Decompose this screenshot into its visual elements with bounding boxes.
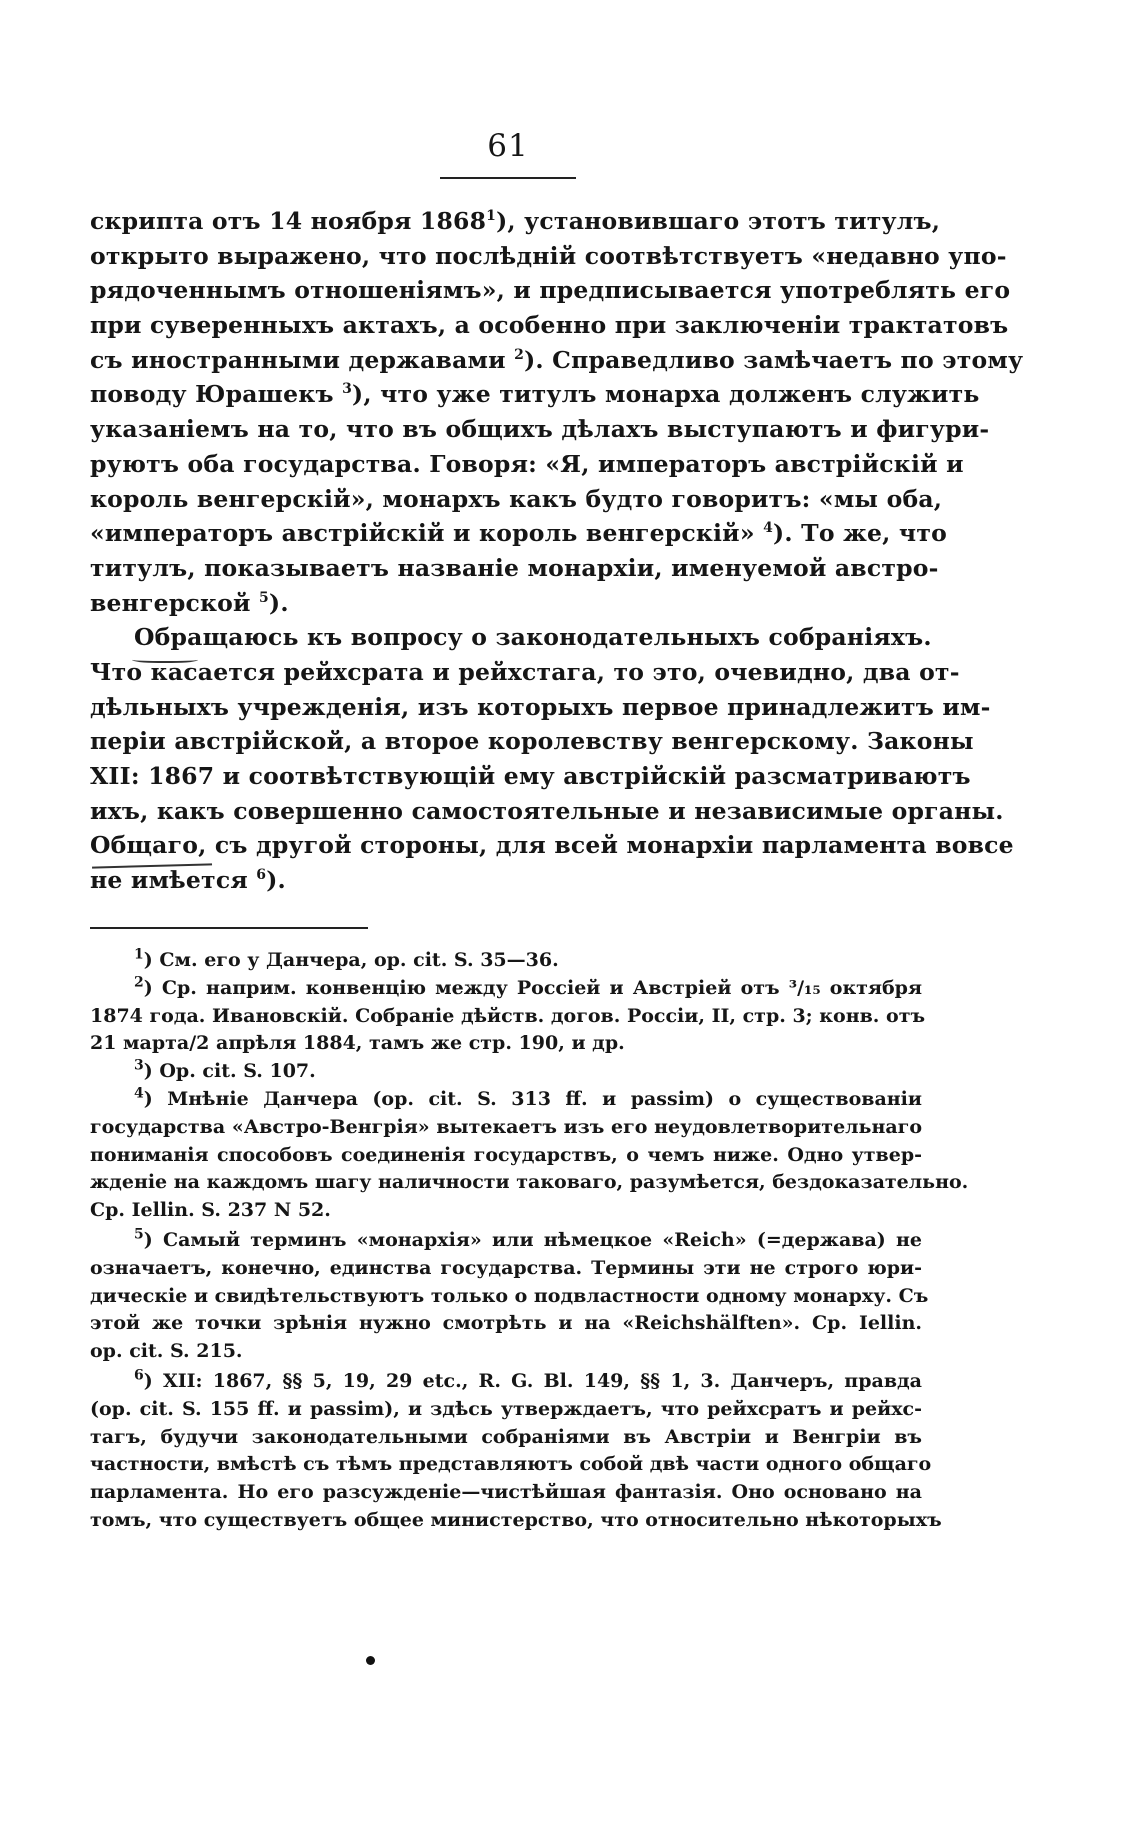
text-line: при суверенныхъ актахъ, а особенно при заключенiи трактатовъ <box>90 311 1009 340</box>
footnote-line: $^3$) Op. cit. S. 107. <box>134 1057 316 1083</box>
footnote-line: парламента. Но его разсужденiе—чистѣйшая фантазiя. Оно основано на <box>90 1481 922 1504</box>
footnote-line: тагъ, будучи законодательными собранiями въ Австрiи и Венгрiи въ <box>90 1425 922 1448</box>
footnote-ref: 5 <box>259 589 269 606</box>
footnote-line: 21 марта/2 апрѣля 1884, тамъ же стр. 190, и др. <box>90 1032 625 1055</box>
footnote-line: означаетъ, конечно, единства государства. Термины эти не строго юри- <box>90 1256 922 1279</box>
main-text <box>90 204 1024 898</box>
footnotes <box>90 946 969 1535</box>
footnote-line: $^1$) См. его у Данчера, op. cit. S. 35—36. <box>134 946 559 971</box>
footnote-3 <box>90 1058 922 1086</box>
footnote-4 <box>90 1085 969 1225</box>
footnote-6 <box>90 1367 942 1535</box>
text-line: руютъ оба государства. Говоря: «Я, императоръ австрiйскiй и <box>90 449 964 478</box>
footnote-line: частности, вмѣстѣ съ тѣмъ представляютъ собой двѣ части одного общаго <box>90 1453 932 1476</box>
page-number-rule <box>440 177 576 179</box>
footnote-ref: 4 <box>763 520 774 537</box>
text-line: «императоръ австрiйскiй и король венгерскiй» $^4$). То же, что <box>90 519 947 548</box>
text-line: король венгерскiй», монархъ какъ будто говоритъ: «мы оба, <box>90 484 943 513</box>
footnote-5 <box>90 1226 929 1366</box>
text-line: Общаго, съ другой стороны, для всей монархiи парламента вовсе <box>90 831 1014 860</box>
footnote-line: $^4$) Мнѣнiе Данчера (op. cit. S. 313 ff. и passim) о существованiи <box>134 1085 922 1110</box>
footnote-line: (op. cit. S. 155 ff. и passim), и здѣсь утверждаетъ, что рейхсратъ и рейхс- <box>90 1397 922 1420</box>
text-line: дѣльныхъ учрежденiя, изъ которыхъ первое принадлежитъ им- <box>90 692 991 721</box>
footnote-ref: 2 <box>514 346 525 363</box>
text-line: поводу Юрашекъ $^3$), что уже титулъ монарха долженъ служить <box>90 380 980 409</box>
footnote-1 <box>90 947 922 975</box>
footnote-line: пониманiя способовъ соединенiя государствъ, о чемъ ниже. Одно утвер- <box>90 1143 922 1166</box>
text-line: указанiемъ на то, что въ общихъ дѣлахъ выступаютъ и фигури- <box>90 415 990 444</box>
footnote-ref: 1 <box>486 208 497 225</box>
text-line: съ иностранными державами $^2$). Справедливо замѣчаетъ по этому <box>90 345 1024 374</box>
footnote-line: дическiе и свидѣтельствуютъ только о подвластности одному монарху. Съ <box>90 1284 929 1307</box>
footnote-line: $^2$) Ср. наприм. конвенцiю между Россiей и Австрiей отъ ³/₁₅ октября <box>134 974 922 999</box>
text-line: Что касается рейхсрата и рейхстага, то это, очевидно, два от- <box>90 657 960 686</box>
footnote-line: $^6$) XII: 1867, §§ 5, 19, 29 etc., R. G. Bl. 149, §§ 1, 3. Данчеръ, правда <box>134 1367 922 1392</box>
text-line: титулъ, показываетъ названiе монархiи, именуемой австро- <box>90 553 939 582</box>
text-line: не имѣется $^6$). <box>90 866 286 895</box>
text-line: ихъ, какъ совершенно самостоятельные и независимые органы. <box>90 796 1004 825</box>
text-line: открыто выражено, что послѣднiй соотвѣтствуетъ «недавно упо- <box>90 241 1007 270</box>
text-line: рядоченнымъ отношенiямъ», и предписывается употреблять его <box>90 276 1011 305</box>
footnote-line: op. cit. S. 215. <box>90 1340 243 1363</box>
footnote-line: 1874 года. Ивановскiй. Собранiе дѣйств. догов. Россiи, II, стр. 3; конв. отъ <box>90 1004 926 1027</box>
page-number: 61 <box>487 128 529 164</box>
footnote-line: государства «Австро-Венгрiя» вытекаетъ изъ его неудовлетворительнаго <box>90 1115 922 1138</box>
footnote-line: томъ, что существуетъ общее министерство, что относительно нѣкоторыхъ <box>90 1508 942 1531</box>
pencil-underline <box>132 655 198 663</box>
footnote-line: Ср. Iellin. S. 237 N 52. <box>90 1199 331 1222</box>
ink-dot <box>366 1656 375 1665</box>
text-line: перiи австрiйской, а второе королевству венгерскому. Законы <box>90 727 974 756</box>
footnote-line: $^5$) Самый терминъ «монархiя» или нѣмецкое «Reich» (=держава) не <box>134 1226 922 1251</box>
footnote-ref: 6 <box>256 867 267 884</box>
text-line: скрипта отъ 14 ноября 1868$^1$), установившаго этотъ титулъ, <box>90 207 941 235</box>
footnote-line: жденiе на каждомъ шагу наличности таковаго, разумѣется, бездоказательно. <box>90 1171 969 1194</box>
text-line: XII: 1867 и соотвѣтствующiй ему австрiйскiй разсматриваютъ <box>90 762 971 790</box>
footnote-separator <box>90 927 368 929</box>
text-line: венгерской $^5$). <box>90 588 289 617</box>
text-line: Обращаюсь къ вопросу о законодательныхъ собранiяхъ. <box>134 623 932 652</box>
footnote-ref: 3 <box>342 381 353 398</box>
footnote-line: этой же точки зрѣнiя нужно смотрѣть и на «Reichshälften». Ср. Iellin. <box>90 1312 922 1335</box>
footnote-2 <box>90 974 926 1058</box>
